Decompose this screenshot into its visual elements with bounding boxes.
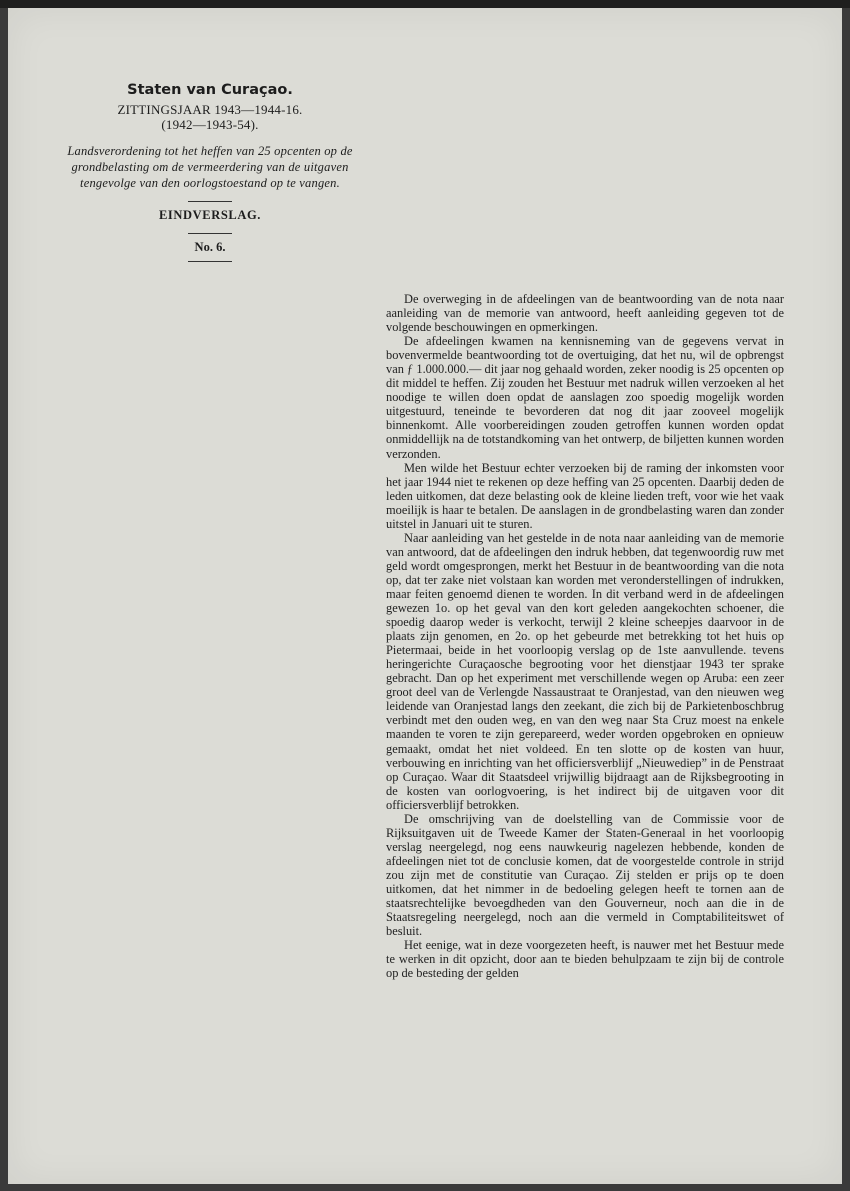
body-paragraph: De omschrijving van de doelstelling van de Commissie voor de Rijksuitgaven uit de Tweede Kamer der Staten-Generaal in het voorloopig verslag neergelegd, nog eens nauwkeurig nagelezen hebbende, konden de afdeelingen niet tot de conclusie komen, dat de voorgestelde controle in strijd zou zijn met de constitutie van Curaçao. Zij stelden er prijs op te doen uitkomen, dat het nimmer in de bedoeling gelegen heeft te tornen aan de staatsrechtelijke bevoegdheden van den Gouverneur, noch aan die in de Staatsregeling neergelegd, noch aan die vermeld in Comptabiliteitswet of besluit. [386, 811, 784, 939]
session-year: ZITTINGSJAAR 1943—1944-16. [117, 102, 303, 117]
report-heading: EINDVERSLAG. [158, 208, 261, 222]
document-title: Staten van Curaçao. [127, 82, 293, 98]
ordinance-subject: Landsverordening tot het heffen van 25 opcenten op de grondbelasting om de vermeerdering van de uitgaven tengevolge van den oorlogstoestand op te vangen. [67, 144, 353, 190]
divider [188, 201, 232, 202]
body-paragraph: Naar aanleiding van het gestelde in de nota naar aanleiding van de memorie van antwoord, dat de afdeelingen den indruk hebben, dat tegenwoordig ruw met geld wordt omgesprongen, merkt het Bestuur in de beantwoording van die nota op, dat ter zake niet volstaan kan worden met veronderstellingen of indrukken, maar feiten genoemd dienen te worden. In dit verband werd in de afdeelingen gewezen 1o. op het geval van den kort geleden aangekochten schoener, die spoedig daarop weder is verkocht, terwijl 2 kleine scheepjes daarvoor in de plaats zijn genomen, en 2o. op het gebeurde met betrekking tot het huis op Pietermaai, beide in het voorloopig verslag op de 1ste aanvullende. tevens heringerichte Curaçaosche begrooting voor het dienstjaar 1943 ter sprake gebracht. Dan op het experiment met verschillende wegen op Aruba: een zeer groot deel van de Verlengde Nassaustraat te Oranjestad, van den nieuwen weg leidende van Oranjestad langs den zeekant, die zich bij de Parkietenboschbrug verbindt met den ouden weg, en van den weg naar Sta Cruz moest na enkele maanden te voren te zijn gerepareerd, weder worden opgebroken en opnieuw gemaakt, omdat het niet voldeed. En ten slotte op de kosten van huur, verbouwing en inrichting van het officiersverblijf „Nieuwediep” in de Penstraat op Curaçao. Waar dit Staatsdeel vrijwillig bijdraagt aan de Rijksbegrooting in de kosten van oorlogvoering, is het indirect bij de uitgaven voor dit officiersverblijf betrokken. [386, 530, 784, 812]
body-paragraph: De overweging in de afdeelingen van de beantwoording van de nota naar aanleiding van de memorie van antwoord, heeft aanleiding gegeven tot de volgende beschouwingen en opmerkingen. [386, 292, 784, 335]
divider [188, 261, 232, 262]
session-year-previous: (1942—1943-54). [161, 117, 259, 132]
divider [188, 233, 232, 234]
report-body [386, 292, 784, 980]
document-header [62, 82, 358, 262]
body-paragraph: Men wilde het Bestuur echter verzoeken bij de raming der inkomsten voor het jaar 1944 niet te rekenen op deze heffing van 25 opcenten. Daarbij deden de leden uitkomen, dat deze belasting ook de kleine lieden treft, voor wie het vaak moeilijk is haar te betalen. De aanslagen in de grondbelasting waren dan zonder uitstel in Januari uit te sturen. [386, 460, 784, 531]
report-number: No. 6. [194, 240, 226, 254]
body-paragraph: De afdeelingen kwamen na kennisneming van de gegevens vervat in bovenvermelde beantwoording tot de overtuiging, dat het nu, wil de opbrengst van ƒ 1.000.000.— dit jaar nog gehaald worden, zeker noodig is 25 opcenten op dit middel te heffen. Zij zouden het Bestuur met nadruk willen verzoeken al het noodige te willen doen opdat de aanslagen zoo spoedig mogelijk worden uitgestuurd, teneinde te bevorderen dat nog dit jaar zooveel mogelijk binnenkomt. Alle voorbereidingen zouden getroffen kunnen worden opdat onmiddellijk na de totstandkoming van het ontwerp, de biljetten kunnen worden verzonden. [386, 334, 784, 461]
body-paragraph: Het eenige, wat in deze voorgezeten heeft, is nauwer met het Bestuur mede te werken in dit opzicht, door aan te bieden behulpzaam te zijn bij de controle op de besteding der gelden [386, 938, 784, 981]
scan-top-edge [0, 0, 850, 8]
